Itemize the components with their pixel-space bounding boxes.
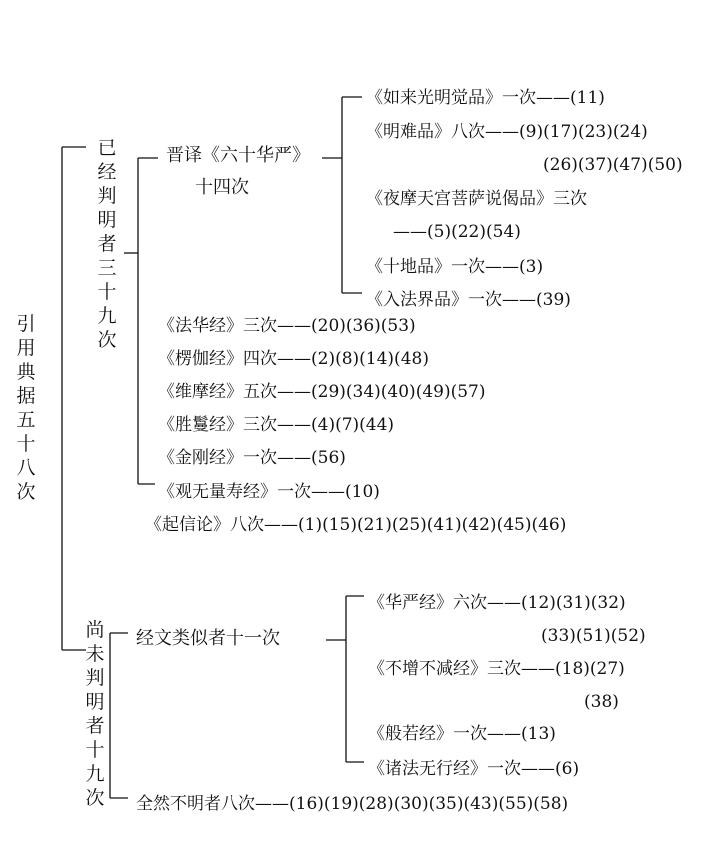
sutra-row: 《维摩经》五次——(29)(34)(40)(49)(57) (158, 382, 486, 402)
jin-item-1: 《如来光明觉品》一次——(11) (366, 88, 605, 108)
sutra-row: 《起信论》八次——(1)(15)(21)(25)(41)(42)(45)(46) (145, 515, 567, 535)
similar-item-3: 《般若经》一次——(13) (368, 724, 556, 744)
similar-label: 经文类似者十一次 (136, 628, 280, 649)
jin-item-4: 《十地品》一次——(3) (366, 257, 544, 277)
similar-item-1-cont: (33)(51)(52) (541, 626, 646, 646)
sutra-row: 《观无量寿经》一次——(10) (158, 482, 380, 502)
jin-item-5: 《入法界品》一次——(39) (366, 290, 571, 310)
root-label: 引用典据五十八次 (16, 313, 36, 503)
jin-count: 十四次 (195, 177, 249, 198)
similar-item-2: 《不增不减经》三次——(18)(27) (368, 659, 625, 679)
sutra-row: 《金刚经》一次——(56) (158, 448, 346, 468)
jin-item-2-cont: (26)(37)(47)(50) (543, 155, 683, 175)
unknown-row: 全然不明者八次——(16)(19)(28)(30)(35)(43)(55)(58) (136, 794, 569, 814)
jin-item-3-cont: ——(5)(22)(54) (393, 222, 521, 242)
sutra-row: 《法华经》三次——(20)(36)(53) (158, 316, 416, 336)
jin-item-2: 《明难品》八次——(9)(17)(23)(24) (366, 122, 648, 142)
similar-item-1: 《华严经》六次——(12)(31)(32) (368, 593, 626, 613)
similar-item-4: 《诸法无行经》一次——(6) (368, 759, 580, 779)
similar-item-2-cont: (38) (584, 692, 619, 712)
jin-item-3: 《夜摩天宫菩萨说偈品》三次 (366, 189, 587, 209)
group-a-label: 已经判明者三十九次 (97, 137, 117, 351)
group-b-label: 尚未判明者十九次 (85, 619, 105, 809)
jin-label: 晋译《六十华严》 (166, 145, 310, 166)
sutra-row: 《楞伽经》四次——(2)(8)(14)(48) (158, 349, 429, 369)
sutra-row: 《胜鬘经》三次——(4)(7)(44) (158, 415, 395, 435)
